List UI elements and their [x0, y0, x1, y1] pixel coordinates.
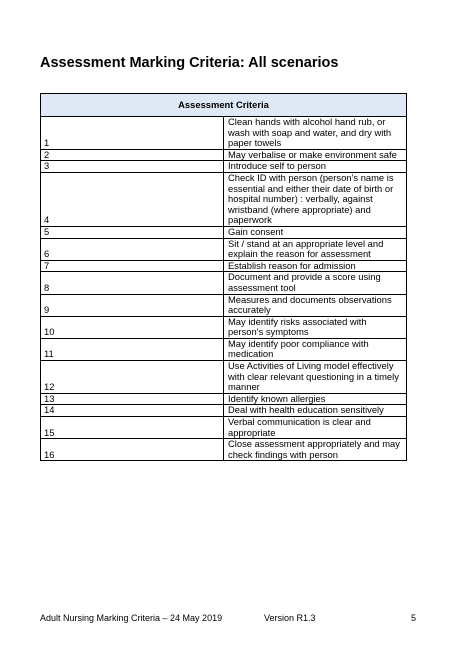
- assessment-criteria-table: [40, 93, 407, 461]
- criterion-number: 16: [41, 439, 224, 461]
- table-row: [41, 405, 407, 417]
- criterion-number: 1: [41, 117, 224, 150]
- table-row: [41, 393, 407, 405]
- criterion-number: 11: [41, 338, 224, 360]
- criterion-number: 15: [41, 417, 224, 439]
- criterion-text: May verbalise or make environment safe: [224, 149, 407, 161]
- criterion-number: 4: [41, 172, 224, 226]
- table-row: [41, 417, 407, 439]
- criterion-text: Establish reason for admission: [224, 260, 407, 272]
- criterion-text: Gain consent: [224, 226, 407, 238]
- criterion-text: Measures and documents observations accurately: [224, 294, 407, 316]
- criterion-number: 2: [41, 149, 224, 161]
- criterion-number: 5: [41, 226, 224, 238]
- criterion-text: Introduce self to person: [224, 161, 407, 173]
- criterion-number: 3: [41, 161, 224, 173]
- criterion-text: Sit / stand at an appropriate level and explain the reason for assessment: [224, 238, 407, 260]
- table-row: [41, 226, 407, 238]
- criterion-number: 6: [41, 238, 224, 260]
- table-header: Assessment Criteria: [41, 94, 407, 117]
- table-body: [41, 117, 407, 461]
- table-row: [41, 439, 407, 461]
- table-row: [41, 338, 407, 360]
- table-row: [41, 361, 407, 394]
- criterion-number: 13: [41, 393, 224, 405]
- criterion-text: Check ID with person (person’s name is essential and either their date of birth or hospital number) : verbally, against wristband (where appropriate) and paperwork: [224, 172, 407, 226]
- table-row: [41, 117, 407, 150]
- table-row: [41, 260, 407, 272]
- table-header-row: [41, 94, 407, 117]
- table-row: [41, 238, 407, 260]
- criterion-text: Verbal communication is clear and appropriate: [224, 417, 407, 439]
- criterion-number: 10: [41, 316, 224, 338]
- table-row: [41, 172, 407, 226]
- page-title: Assessment Marking Criteria: All scenarios: [40, 55, 339, 71]
- table-row: [41, 294, 407, 316]
- criterion-text: Identify known allergies: [224, 393, 407, 405]
- footer-version: Version R1.3: [264, 613, 316, 623]
- criterion-number: 7: [41, 260, 224, 272]
- footer-document-title: Adult Nursing Marking Criteria – 24 May 2019: [40, 613, 223, 623]
- criterion-text: May identify risks associated with person’s symptoms: [224, 316, 407, 338]
- table-row: [41, 316, 407, 338]
- criterion-text: Close assessment appropriately and may check findings with person: [224, 439, 407, 461]
- criterion-number: 9: [41, 294, 224, 316]
- footer-page-number: 5: [411, 613, 417, 623]
- criterion-text: Deal with health education sensitively: [224, 405, 407, 417]
- criterion-text: Document and provide a score using assessment tool: [224, 272, 407, 294]
- criterion-text: Use Activities of Living model effectively with clear relevant questioning in a timely manner: [224, 361, 407, 394]
- criterion-text: Clean hands with alcohol hand rub, or wash with soap and water, and dry with paper towels: [224, 117, 407, 150]
- table-row: [41, 149, 407, 161]
- criterion-number: 12: [41, 361, 224, 394]
- criterion-number: 14: [41, 405, 224, 417]
- table-row: [41, 161, 407, 173]
- table-row: [41, 272, 407, 294]
- criterion-text: May identify poor compliance with medication: [224, 338, 407, 360]
- criterion-number: 8: [41, 272, 224, 294]
